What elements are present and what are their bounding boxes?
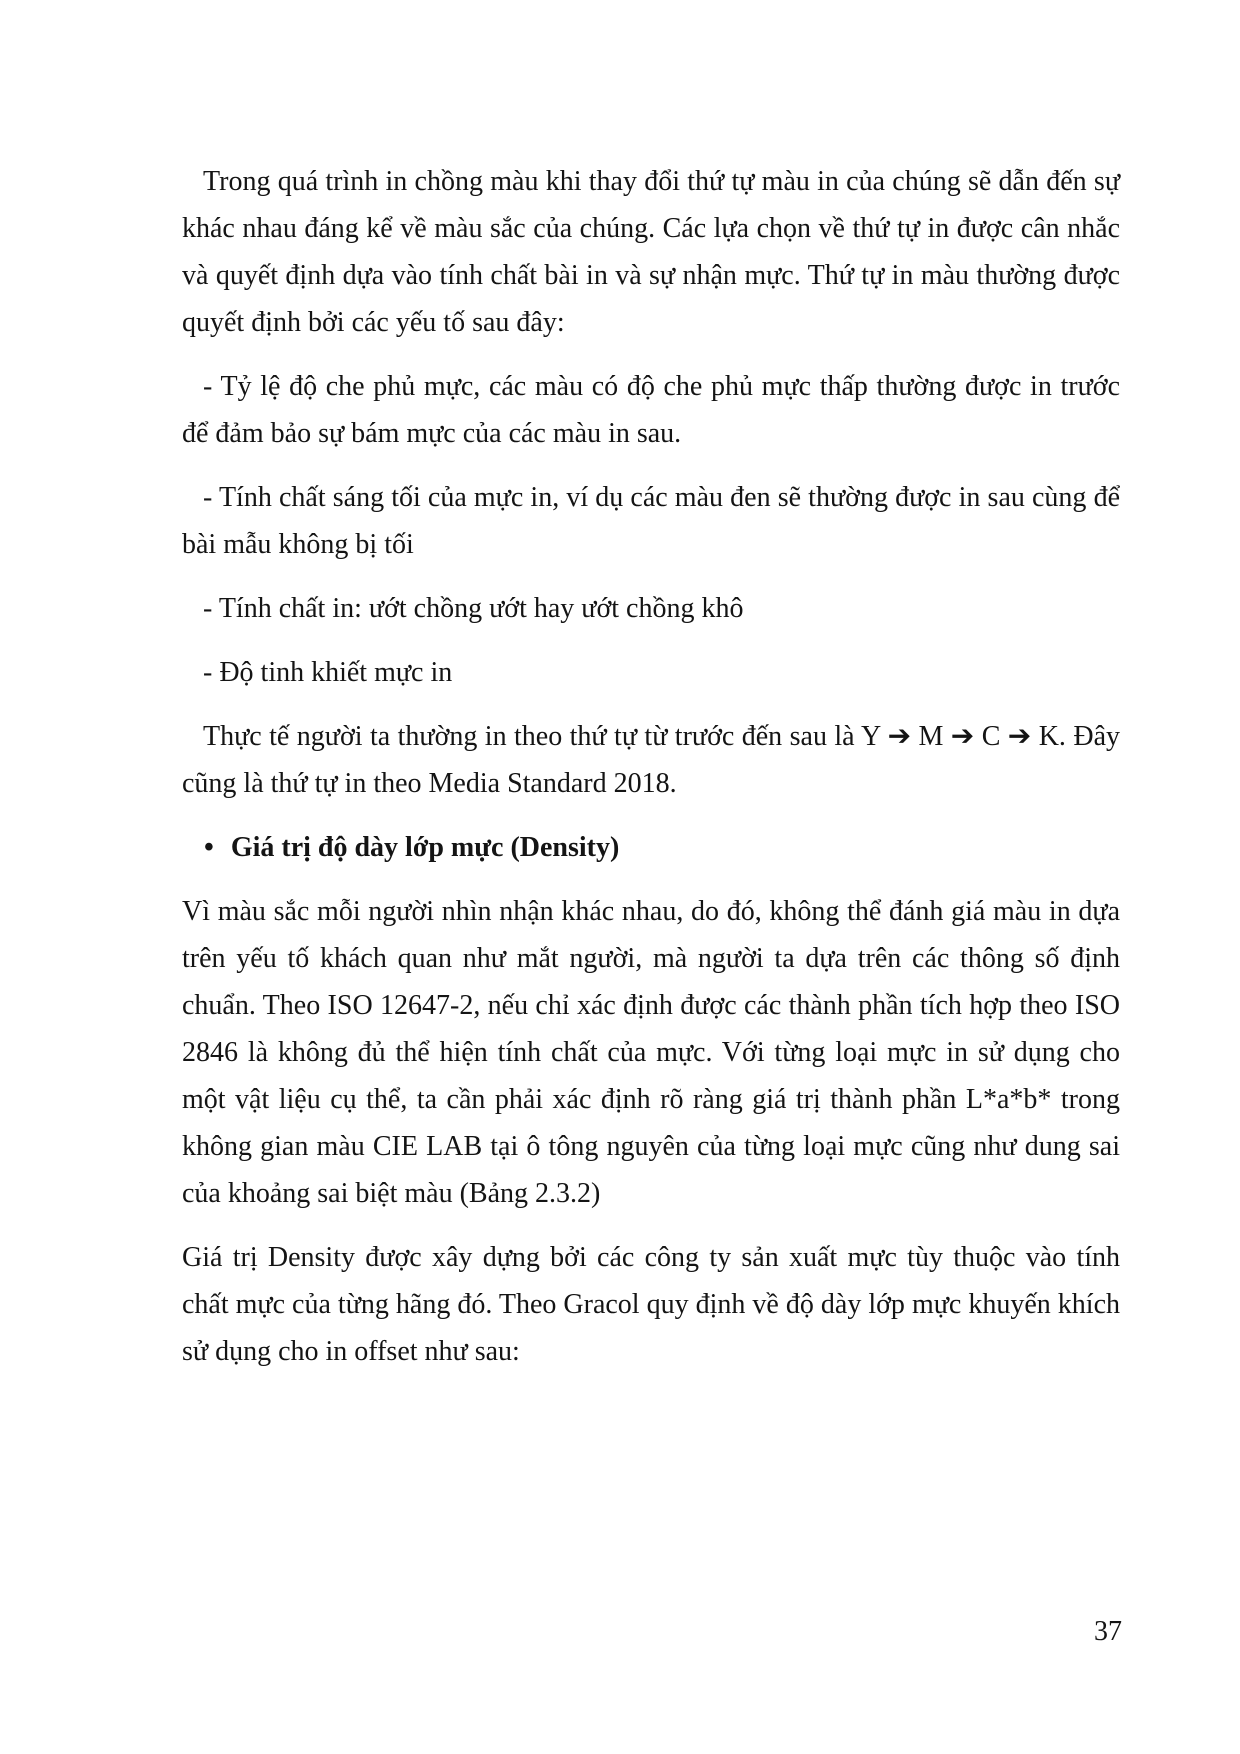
- paragraph-print-order-intro: Trong quá trình in chồng màu khi thay đổi thứ tự màu in của chúng sẽ dẫn đến sự khác nhau đáng kể về màu sắc của chúng. Các lựa chọn về thứ tự in được cân nhắc và quyết định dựa vào tính chất bài in và sự nhận mực. Thứ tự in màu thường được quyết định bởi các yếu tố sau đây:: [182, 166, 1120, 338]
- list-bullet-icon: •: [204, 832, 214, 863]
- page-number: 37: [1094, 1616, 1122, 1647]
- bullet-ink-lightness: - Tính chất sáng tối của mực in, ví dụ các màu đen sẽ thường được in sau cùng để bài mẫu không bị tối: [182, 482, 1120, 560]
- bullet-ink-coverage: - Tỷ lệ độ che phủ mực, các màu có độ che phủ mực thấp thường được in trước để đảm bảo sự bám mực của các màu in sau.: [182, 371, 1120, 449]
- paragraph-density-gracol: Giá trị Density được xây dựng bởi các công ty sản xuất mực tùy thuộc vào tính chất mực của từng hãng đó. Theo Gracol quy định về độ dày lớp mực khuyến khích sử dụng cho in offset như sau:: [182, 1242, 1120, 1367]
- bullet-ink-purity: - Độ tinh khiết mực in: [203, 657, 453, 688]
- document-body: [182, 158, 1120, 1392]
- section-heading-text: Giá trị độ dày lớp mực (Density): [230, 832, 620, 863]
- bullet-wet-on-wet: - Tính chất in: ướt chồng ướt hay ướt chồng khô: [203, 593, 744, 624]
- paragraph-print-sequence-ymck: Thực tế người ta thường in theo thứ tự từ trước đến sau là Y ➔ M ➔ C ➔ K. Đây cũng là thứ tự in theo Media Standard 2018.: [182, 721, 1120, 799]
- paragraph-color-perception-lab: Vì màu sắc mỗi người nhìn nhận khác nhau, do đó, không thể đánh giá màu in dựa trên yếu tố khách quan như mắt người, mà người ta dựa trên các thông số định chuẩn. Theo ISO 12647-2, nếu chỉ xác định được các thành phần tích hợp theo ISO 2846 là không đủ thể hiện tính chất của mực. Với từng loại mực in sử dụng cho một vật liệu cụ thể, ta cần phải xác định rõ ràng giá trị thành phần L*a*b* trong không gian màu CIE LAB tại ô tông nguyên của từng loại mực cũng như dung sai của khoảng sai biệt màu (Bảng 2.3.2): [182, 896, 1120, 1209]
- section-heading-density: [182, 824, 1120, 871]
